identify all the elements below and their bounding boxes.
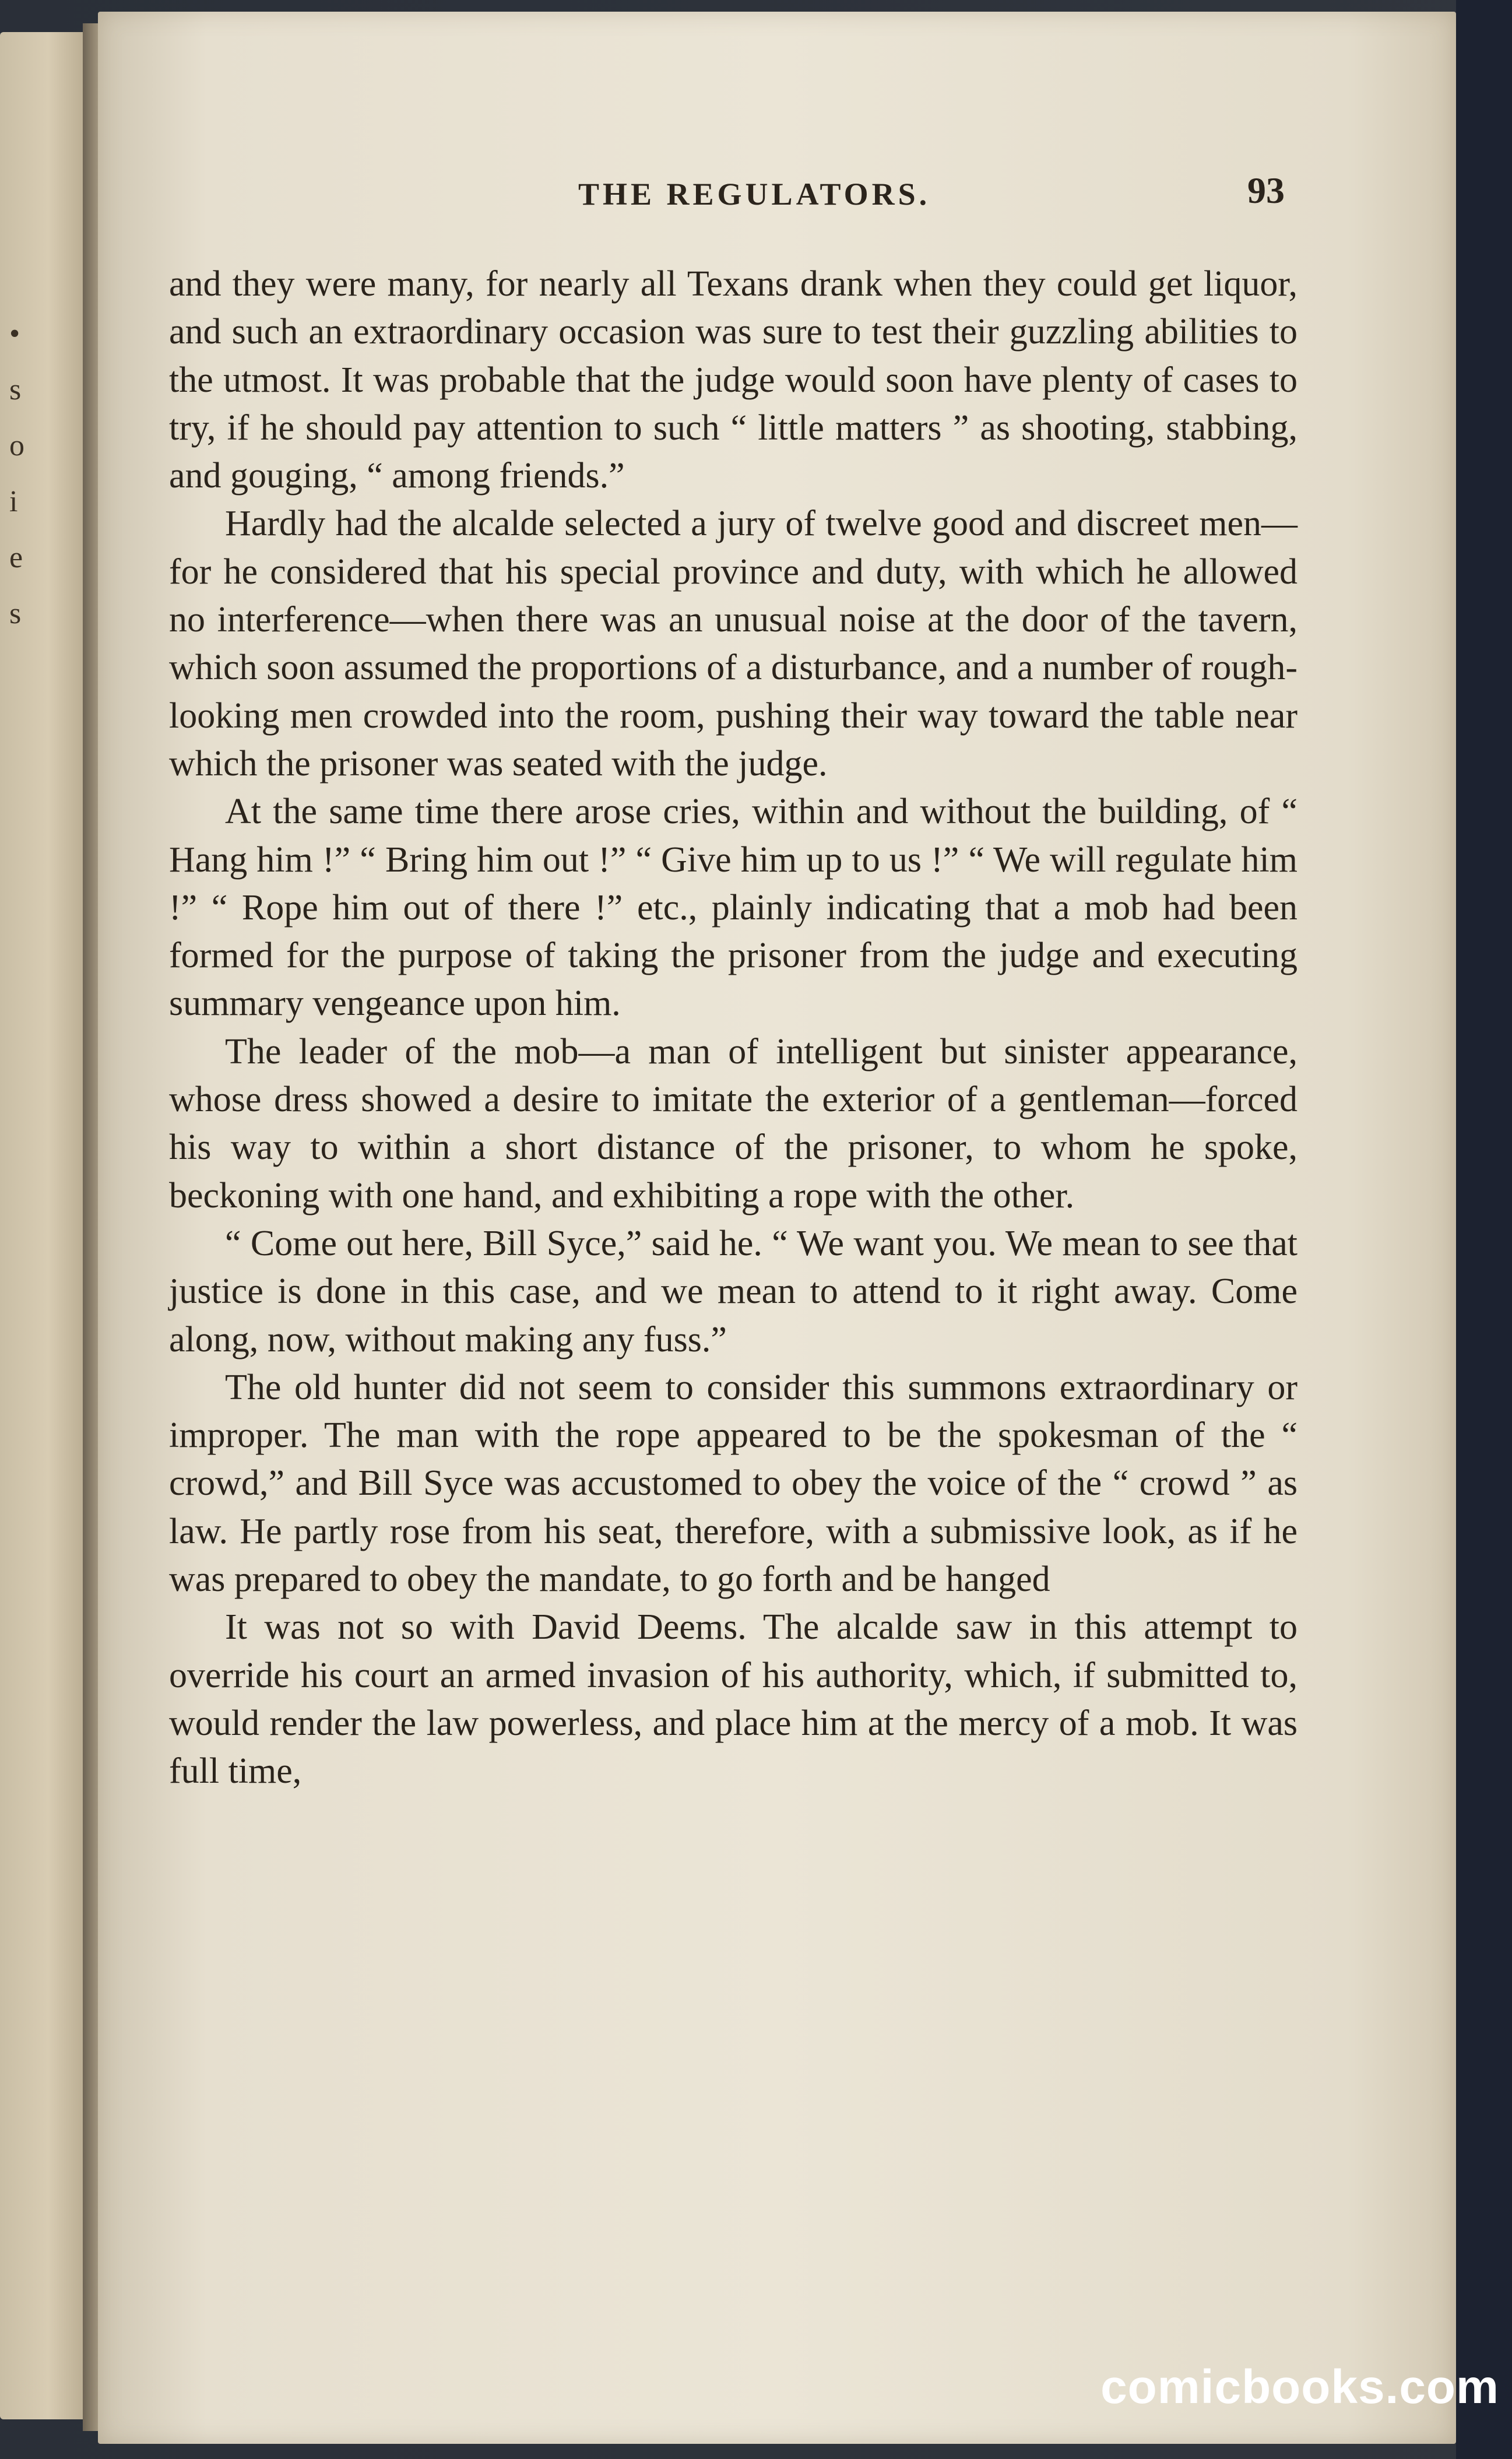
paragraph: It was not so with David Deems. The alcalde saw in this attempt to override his court an armed invasion of his authority, which, if submitted to, would render the law powerless, and place him at the mercy of a mob. It was full time, <box>169 1607 1297 1791</box>
site-watermark: comicbooks.com <box>1100 2360 1499 2414</box>
facing-page-fragment: • <box>9 317 20 350</box>
paragraph: “ Come out here, Bill Syce,” said he. “ We want you. We mean to see that justice is done in this case, and we mean to attend to it right away. Come along, now, without making any fuss.” <box>169 1223 1297 1360</box>
facing-page-fragment: s <box>9 597 22 630</box>
facing-page-fragment: e <box>9 541 23 574</box>
facing-page-fragment: s <box>9 373 22 406</box>
paragraph: The old hunter did not seem to consider this summons extraordinary or improper. The man with the rope appeared to be the spokesman of the “ crowd,” and Bill Syce was accustomed to obey the voice of the “ crowd ” as law. He partly rose from his seat, therefore, with a submissive look, as if he was prepared to obey the mandate, to go forth and be hanged <box>169 1367 1297 1600</box>
paragraph: Hardly had the alcalde selected a jury of twelve good and discreet men—for he considered that his special province and duty, with which he allowed no interference—when there was an unusual noise at the door of the tavern, which soon assumed the proportions of a disturbance, and a number of rough-looking men crowded into the room, pushing their way toward the table near which the prisoner was seated with the judge. <box>169 504 1297 784</box>
page-number: 93 <box>1247 170 1285 211</box>
body-text <box>169 260 1297 1796</box>
paragraph: The leader of the mob—a man of intelligent but sinister appearance, whose dress showed a desire to imitate the exterior of a gentleman—forced his way to within a short distance of the prisoner, to whom he spoke, beckoning with one hand, and exhibiting a rope with the other. <box>169 1031 1297 1216</box>
facing-page-edge <box>0 32 87 2419</box>
paragraph: and they were many, for nearly all Texans drank when they could get liquor, and such an extraordinary occasion was sure to test their guzzling abilities to the utmost. It was probable that the judge would soon have plenty of cases to try, if he should pay attention to such “ little matters ” as shooting, stabbing, and gouging, “ among friends.” <box>169 264 1297 496</box>
facing-page-fragments <box>9 306 23 642</box>
facing-page-fragment: i <box>9 485 18 518</box>
running-head: THE REGULATORS. <box>578 177 931 212</box>
scan-right-edge <box>1456 0 1512 2459</box>
facing-page-fragment: o <box>9 429 24 462</box>
paragraph: At the same time there arose cries, within and without the building, of “ Hang him !” “ Bring him out !” “ Give him up to us !” “ We will regulate him !” “ Rope him out of there !” etc., plainly indicating that a mob had been formed for the purpose of taking the prisoner from the judge and executing summary vengeance upon him. <box>169 792 1297 1024</box>
